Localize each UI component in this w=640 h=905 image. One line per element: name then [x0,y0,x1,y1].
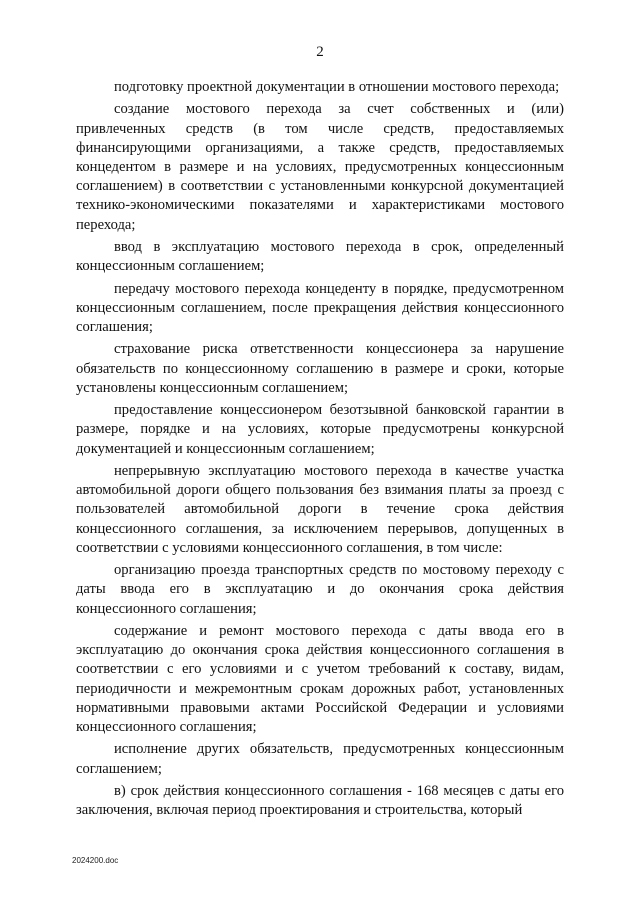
paragraph: организацию проезда транспортных средств по мостовому переходу с даты ввода его в эксплуатацию и до окончания срока действия концессионного соглашения; [76,562,564,617]
paragraph: подготовку проектной документации в отношении мостового перехода; [114,79,560,95]
paragraph: передачу мостового перехода концеденту в порядке, предусмотренном концессионным соглашением, после прекращения действия концессионного соглашения; [76,280,564,335]
document-body [76,78,564,824]
paragraph: содержание и ремонт мостового перехода с даты ввода его в эксплуатацию до окончания срока действия концессионного соглашения в соответствии с его условиями и с учетом требований к составу, видам, периодичности и межремонтным срокам дорожных работ, установленных нормативными правовыми актами Российской Федерации и условиями концессионного соглашения; [76,622,564,735]
paragraph: исполнение других обязательств, предусмотренных концессионным соглашением; [76,741,564,777]
paragraph: непрерывную эксплуатацию мостового перехода в качестве участка автомобильной дороги общего пользования без взимания платы за проезд с пользователей автомобильной дороги в течение срока действия концессионного соглашения, за исключением перерывов, допущенных в соответствии с условиями концессионного соглашения, в том числе: [76,462,564,556]
page-number: 2 [316,44,324,60]
paragraph: ввод в эксплуатацию мостового перехода в срок, определенный концессионным соглашением; [76,239,564,275]
paragraph: создание мостового перехода за счет собственных и (или) привлеченных средств (в том числе средств, предоставляемых финансирующими организациями, а также средств, предоставляемых концедентом в размере и на условиях, предусмотренных концессионным соглашением) в соответствии с установленными конкурсной документацией технико-экономическими показателями и характеристиками мостового перехода; [76,101,564,233]
paragraph: предоставление концессионером безотзывной банковской гарантии в размере, порядке и на условиях, которые предусмотрены конкурсной документацией и концессионным соглашением; [76,402,564,457]
file-name-footer: 2024200.doc [72,856,119,865]
paragraph: в) срок действия концессионного соглашения - 168 месяцев с даты его заключения, включая период проектирования и строительства, который [76,782,564,819]
paragraph: страхование риска ответственности концессионера за нарушение обязательств по концессионному соглашению в размере и сроки, которые установлены концессионным соглашением; [76,341,564,396]
